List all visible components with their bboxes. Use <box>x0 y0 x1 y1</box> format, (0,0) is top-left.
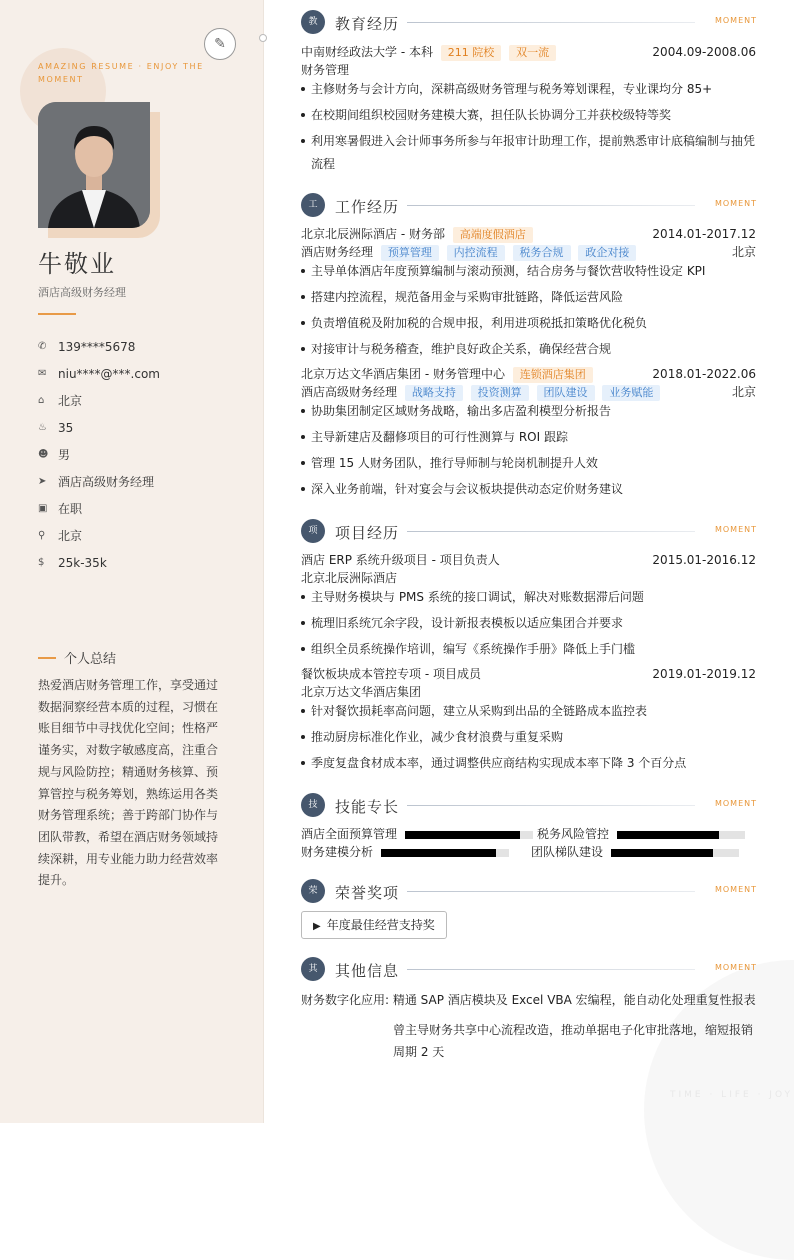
job-role: 酒店财务经理 <box>301 245 374 259</box>
skill-item <box>531 844 739 860</box>
contact-text: 北京 <box>58 394 83 408</box>
candidate-title: 酒店高级财务经理 <box>38 286 126 299</box>
edit-icon: ✎ <box>204 28 236 60</box>
list-item: 利用寒暑假进入会计师事务所参与年报审计助理工作，提前熟悉审计底稿编制与抽凭流程 <box>301 130 756 176</box>
project-date: 2019.01-2019.12 <box>652 667 756 681</box>
education-major: 财务管理 <box>301 63 350 77</box>
list-item: 主导新建店及翻修项目的可行性测算与 ROI 跟踪 <box>301 426 756 449</box>
send-icon: ➤ <box>38 476 47 487</box>
list-item: 针对餐饮损耗率高问题，建立从采购到出品的全链路成本监控表 <box>301 700 756 723</box>
section-moment: MOMENT <box>714 525 757 534</box>
award-label: 年度最佳经营支持奖 <box>326 918 435 932</box>
list-item: 管理 15 人财务团队，推行导师制与轮岗机制提升人效 <box>301 452 756 475</box>
contact-text: niu****@***.com <box>58 366 160 381</box>
contact-text: 酒店高级财务经理 <box>58 475 155 489</box>
section-title: 荣誉奖项 <box>335 884 400 902</box>
skill-item <box>301 844 509 860</box>
play-icon: ▶ <box>313 921 321 932</box>
section-moment: MOMENT <box>714 963 757 972</box>
job-company: 北京万达文华酒店集团 - 财务管理中心 <box>301 367 505 381</box>
list-item: 负责增值税及附加税的合规申报，利用进项税抵扣策略优化税负 <box>301 312 756 335</box>
skill-item <box>301 826 533 842</box>
salary-icon: $ <box>38 557 45 568</box>
contact-item <box>38 468 160 495</box>
section-rule <box>407 891 695 892</box>
section-rule <box>407 531 695 532</box>
phone-icon: ✆ <box>38 341 47 352</box>
job-header <box>301 365 756 383</box>
section-awards <box>301 879 757 905</box>
section-rule <box>407 805 695 806</box>
avatar <box>38 102 150 228</box>
job-company: 北京北辰洲际酒店 - 财务部 <box>301 227 445 241</box>
list-item: 组织全员系统操作培训，编写《系统操作手册》降低上手门槛 <box>301 638 756 661</box>
list-item: 主导单体酒店年度预算编制与滚动预测，结合房务与餐饮营收特性设定 KPI <box>301 260 756 283</box>
sidebar <box>0 0 264 1123</box>
skill-bar-fill <box>611 849 713 857</box>
summary-title: 个人总结 <box>64 652 117 667</box>
section-title: 工作经历 <box>335 198 400 216</box>
contact-text: 139****5678 <box>58 339 136 354</box>
skill-bar <box>405 831 533 839</box>
list-item: 梳理旧系统冗余字段，设计新报表模板以适应集团合并要求 <box>301 612 756 635</box>
section-dot: 其 <box>301 957 325 981</box>
section-title: 其他信息 <box>335 962 400 980</box>
briefcase-icon: ▣ <box>38 503 48 514</box>
contact-item <box>38 441 160 468</box>
job-tag: 政企对接 <box>578 245 636 261</box>
job-date: 2018.01-2022.06 <box>652 367 756 381</box>
job-company-tag: 高端度假酒店 <box>453 227 533 243</box>
contact-item <box>38 549 160 576</box>
skill-name: 财务建模分析 <box>301 845 374 859</box>
education-tag: 211 院校 <box>441 45 502 61</box>
section-dot: 荣 <box>301 879 325 903</box>
section-rule <box>407 205 695 206</box>
project-name: 酒店 ERP 系统升级项目 - 项目负责人 <box>301 553 500 567</box>
section-project <box>301 519 757 545</box>
list-item: 协助集团制定区域财务战略，输出多店盈利模型分析报告 <box>301 400 756 423</box>
section-title: 项目经历 <box>335 524 400 542</box>
cake-icon: ♨ <box>38 422 47 433</box>
project-date: 2015.01-2016.12 <box>652 553 756 567</box>
skill-bar <box>617 831 745 839</box>
summary-heading <box>38 648 116 667</box>
skill-item <box>537 826 745 842</box>
education-date: 2004.09-2008.06 <box>652 45 756 59</box>
contact-text: 北京 <box>58 529 83 543</box>
job-tag: 预算管理 <box>381 245 439 261</box>
section-dot: 工 <box>301 193 325 217</box>
skill-bar-fill <box>405 831 520 839</box>
job-tag: 税务合规 <box>513 245 571 261</box>
contact-list <box>38 333 160 576</box>
project-name: 餐饮板块成本管控专项 - 项目成员 <box>301 667 481 681</box>
project-org: 北京万达文华酒店集团 <box>301 685 422 699</box>
section-dot: 教 <box>301 10 325 34</box>
list-item: 搭建内控流程，规范备用金与采购审批链路，降低运营风险 <box>301 286 756 309</box>
job-header <box>301 225 756 243</box>
list-item: 季度复盘食材成本率，通过调整供应商结构实现成本率下降 3 个百分点 <box>301 752 756 775</box>
skill-name: 团队梯队建设 <box>531 845 604 859</box>
job-role-row <box>301 243 756 261</box>
skill-bar-fill <box>617 831 719 839</box>
contact-item <box>38 333 160 360</box>
section-moment: MOMENT <box>714 16 757 25</box>
location-icon: ⚲ <box>38 530 46 541</box>
contact-text: 男 <box>58 448 71 462</box>
contact-item <box>38 522 160 549</box>
project-header <box>301 551 756 569</box>
contact-text: 25k-35k <box>58 555 107 570</box>
summary-heading-bar <box>38 657 56 659</box>
job-city: 北京 <box>731 385 756 399</box>
section-education <box>301 10 757 36</box>
job-role: 酒店高级财务经理 <box>301 385 398 399</box>
job-tag: 内控流程 <box>447 245 505 261</box>
contact-item <box>38 360 160 387</box>
list-item: 主导财务模块与 PMS 系统的接口调试，解决对账数据滞后问题 <box>301 586 756 609</box>
skill-bar-fill <box>381 849 496 857</box>
section-moment: MOMENT <box>714 885 757 894</box>
list-item: 在校期间组织校园财务建模大赛，担任队长协调分工并获校级特等奖 <box>301 104 756 127</box>
section-rule <box>407 22 695 23</box>
other-line: 曾主导财务共享中心流程改造，推动单据电子化审批落地，缩短报销周期 2 天 <box>393 1023 754 1059</box>
job-tag: 战略支持 <box>405 385 463 401</box>
section-rule <box>407 969 695 970</box>
summary-text: 热爱酒店财务管理工作，享受通过数据洞察经营本质的过程，习惯在账目细节中寻找优化空间；性格严谨务实，对数字敏感度高，注重合规与风险防控；精通财务核算、预算管控与税务筹划，熟练运用各类财务管理系统；善于跨部门协作与团队带教，希望在酒店财务领域持续深耕，用专业能力助力经营效率提升。 <box>38 678 219 888</box>
home-icon: ⌂ <box>38 395 45 406</box>
education-header <box>301 43 756 61</box>
section-moment: MOMENT <box>714 799 757 808</box>
title-divider <box>38 313 76 315</box>
mail-icon: ✉ <box>38 368 47 379</box>
list-item: 主修财务与会计方向，深耕高级财务管理与税务筹划课程，专业课均分 85+ <box>301 78 756 101</box>
contact-text: 35 <box>58 420 74 435</box>
other-line: 财务数字化应用: 精通 SAP 酒店模块及 Excel VBA 宏编程，能自动化处理重复性报表 <box>301 993 756 1007</box>
section-title: 教育经历 <box>335 15 400 33</box>
face-icon: ☻ <box>38 449 49 460</box>
education-school: 中南财经政法大学 - 本科 <box>301 45 433 59</box>
decorative-dot <box>259 34 267 42</box>
skill-bar <box>381 849 509 857</box>
section-skills <box>301 793 757 819</box>
contact-item <box>38 495 160 522</box>
list-item: 推动厨房标准化作业，减少食材浪费与重复采购 <box>301 726 756 749</box>
watermark-text: TIME · LIFE · JOY <box>670 1090 794 1100</box>
list-item: 对接审计与税务稽查，维护良好政企关系，确保经营合规 <box>301 338 756 361</box>
list-item: 深入业务前端，针对宴会与会议板块提供动态定价财务建议 <box>301 478 756 501</box>
job-role-row <box>301 383 756 401</box>
skill-bar <box>611 849 739 857</box>
project-header <box>301 665 756 683</box>
section-other <box>301 957 757 983</box>
job-city: 北京 <box>731 245 756 259</box>
contact-item <box>38 414 160 441</box>
section-work <box>301 193 757 219</box>
award-item <box>301 911 447 939</box>
section-moment: MOMENT <box>714 199 757 208</box>
job-company-tag: 连锁酒店集团 <box>513 367 593 383</box>
job-tag: 业务赋能 <box>602 385 660 401</box>
section-title: 技能专长 <box>335 798 400 816</box>
contact-item <box>38 387 160 414</box>
project-org: 北京北辰洲际酒店 <box>301 571 398 585</box>
job-date: 2014.01-2017.12 <box>652 227 756 241</box>
candidate-name: 牛敬业 <box>38 250 116 278</box>
job-tag: 团队建设 <box>537 385 595 401</box>
section-dot: 技 <box>301 793 325 817</box>
skill-name: 税务风险管控 <box>537 827 610 841</box>
skill-name: 酒店全面预算管理 <box>301 827 398 841</box>
education-tag: 双一流 <box>509 45 556 61</box>
tagline: AMAZING RESUME · ENJOY THE MOMENT <box>38 62 204 84</box>
contact-text: 在职 <box>58 502 83 516</box>
job-tag: 投资测算 <box>471 385 529 401</box>
section-dot: 项 <box>301 519 325 543</box>
